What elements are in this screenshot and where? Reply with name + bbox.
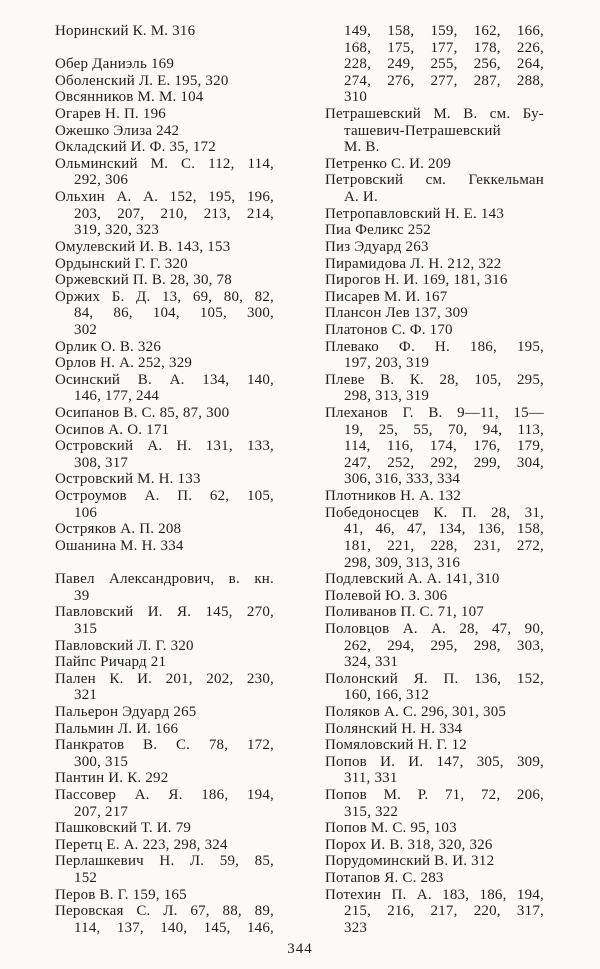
index-column-right (325, 23, 544, 937)
index-line: 207, 217 (74, 803, 129, 820)
index-line: 197, 203, 319 (344, 355, 430, 372)
index-line: Огарев Н. П. 196 (55, 106, 166, 123)
index-line: Перовская С. Л. 67, 88, 89, (55, 903, 274, 920)
index-line: Писарев М. И. 167 (325, 288, 448, 305)
index-line: Плансон Лев 137, 309 (325, 305, 468, 322)
index-line: 262, 294, 295, 298, 303, (344, 637, 544, 654)
index-line: Ольхин А. А. 152, 195, 196, (55, 189, 274, 206)
index-line: Плеве В. К. 28, 105, 295, (325, 371, 544, 388)
index-line: 310 (344, 89, 368, 106)
index-line: Перетц Е. А. 223, 298, 324 (55, 836, 228, 853)
index-line: Потехин П. А. 183, 186, 194, (325, 886, 544, 903)
index-line: 181, 221, 228, 231, 272, (344, 537, 544, 554)
index-line: Петрашевский М. В. см. Бу- (325, 106, 544, 123)
index-line: Поляков А. С. 296, 301, 305 (325, 703, 507, 720)
index-line: 298, 313, 319 (344, 388, 430, 405)
index-line: Норинский К. М. 316 (55, 23, 196, 39)
index-line: Орлов Н. А. 252, 329 (55, 355, 193, 372)
index-line: Помяловский Н. Г. 12 (325, 737, 467, 754)
index-line: Попов И. И. 147, 305, 309, (325, 753, 544, 770)
index-line: Овсянников М. М. 104 (55, 89, 204, 106)
index-line: 321 (74, 687, 98, 704)
index-line: 311, 331 (344, 770, 398, 787)
index-line: Полянский Н. Н. 334 (325, 720, 463, 737)
index-line: 168, 175, 177, 178, 226, (344, 39, 544, 56)
index-line: Половцов А. А. 28, 47, 90, (325, 620, 544, 637)
index-line: Обер Даниэль 169 (55, 56, 175, 73)
index-line: Павел Александрович, в. кн. (55, 571, 274, 588)
index-line: 106 (74, 504, 98, 521)
index-line: Орлик О. В. 326 (55, 338, 162, 355)
index-line: Платонов С. Ф. 170 (325, 321, 453, 338)
index-line: Ожешко Элиза 242 (55, 122, 180, 139)
index-line: 302 (74, 321, 98, 338)
index-line: Потапов Я. С. 283 (325, 870, 444, 887)
index-line: Павловский И. Я. 145, 270, (55, 604, 274, 621)
index-line: Петренко С. И. 209 (325, 155, 452, 172)
index-line: 292, 306 (74, 172, 129, 189)
index-line: 274, 276, 277, 287, 288, (344, 72, 544, 89)
index-line: Плотников Н. А. 132 (325, 488, 462, 505)
index-line: Попов М. С. 95, 103 (325, 820, 457, 837)
page-number: 344 (287, 941, 313, 957)
index-line: 308, 317 (74, 454, 129, 471)
index-line: Перов В. Г. 159, 165 (55, 886, 187, 903)
index-line: Островский М. Н. 133 (55, 471, 201, 488)
index-line: 146, 177, 244 (74, 388, 160, 405)
index-line: Пальерон Эдуард 265 (55, 703, 197, 720)
index-line: Победоносцев К. П. 28, 31, (325, 504, 544, 521)
index-line: Оболенский Л. Е. 195, 320 (55, 72, 229, 89)
index-line: А. И. (344, 189, 378, 206)
index-line: Осинский В. А. 134, 140, (55, 371, 274, 388)
index-line: Павловский Л. Г. 320 (55, 637, 194, 654)
index-line: Пайпс Ричард 21 (55, 654, 167, 671)
index-line: 324, 331 (344, 654, 399, 671)
index-line: Пассовер А. Я. 186, 194, (55, 787, 274, 804)
index-line: Осипанов В. С. 85, 87, 300 (55, 405, 230, 422)
index-line: 306, 316, 333, 334 (344, 471, 461, 488)
index-line: Оржих Б. Д. 13, 69, 80, 82, (55, 288, 274, 305)
index-line: 215, 216, 217, 220, 317, (344, 903, 544, 920)
index-line: Остроумов А. П. 62, 105, (55, 488, 274, 505)
index-line: 114, 137, 140, 145, 146, (74, 919, 274, 936)
index-line: Пальмин Л. И. 166 (55, 720, 179, 737)
index-line: Попов М. Р. 71, 72, 206, (325, 787, 544, 804)
index-line: Петровский см. Геккельман (325, 172, 544, 189)
index-line: 39 (74, 587, 90, 604)
index-line: 247, 252, 292, 299, 304, (344, 454, 544, 471)
index-line: 41, 46, 47, 134, 136, 158, (344, 521, 544, 538)
index-line: 203, 207, 210, 213, 214, (74, 205, 274, 222)
index-line: Поливанов П. С. 71, 107 (325, 604, 484, 621)
index-line: Ордынский Г. Г. 320 (55, 255, 188, 272)
index-line: Пален К. И. 201, 202, 230, (55, 670, 274, 687)
index-line: Осипов А. О. 171 (55, 421, 170, 438)
index-line: Ошанина М. Н. 334 (55, 537, 184, 554)
index-line: Островский А. Н. 131, 133, (55, 438, 274, 455)
index-line: 84, 86, 104, 105, 300, (74, 305, 274, 322)
index-line: Оржевский П. В. 28, 30, 78 (55, 272, 232, 289)
index-line: Плевако Ф. Н. 186, 195, (325, 338, 544, 355)
index-line: 114, 116, 174, 176, 179, (344, 438, 544, 455)
index-line: Плеханов Г. В. 9—11, 15— (325, 405, 544, 422)
index-line: 323 (344, 919, 368, 936)
index-line: Панкратов В. С. 78, 172, (55, 737, 274, 754)
index-line: М. В. (344, 139, 380, 156)
index-line: 315, 322 (344, 803, 399, 820)
index-line: 149, 158, 159, 162, 166, (344, 23, 544, 39)
index-line: 298, 309, 313, 316 (344, 554, 461, 571)
index-line: 319, 320, 323 (74, 222, 160, 239)
index-line: Подлевский А. А. 141, 310 (325, 571, 500, 588)
index-line: Порох И. В. 318, 320, 326 (325, 836, 493, 853)
index-line: Окладский И. Ф. 35, 172 (55, 139, 216, 156)
index-line: 300, 315 (74, 753, 129, 770)
index-line: Полевой Ю. З. 306 (325, 587, 448, 604)
index-line: 152 (74, 870, 98, 887)
index-line: Порудоминский В. И. 312 (325, 853, 495, 870)
index-line: 228, 249, 255, 256, 264, (344, 56, 544, 73)
section-gap (55, 555, 274, 572)
index-line: Полонский Я. П. 136, 152, (325, 670, 544, 687)
index-line: ташевич-Петрашевский (344, 122, 501, 139)
section-gap (55, 40, 274, 57)
index-line: Пашковский Т. И. 79 (55, 820, 192, 837)
index-line: Пиа Феликс 252 (325, 222, 431, 239)
index-line: Пирогов Н. И. 169, 181, 316 (325, 272, 508, 289)
index-line: Омулевский И. В. 143, 153 (55, 238, 231, 255)
index-line: Пантин И. К. 292 (55, 770, 169, 787)
index-line: Пирамидова Л. Н. 212, 322 (325, 255, 502, 272)
index-line: Пиз Эдуард 263 (325, 238, 429, 255)
index-column-left (55, 23, 274, 937)
index-line: 315 (74, 620, 98, 637)
index-line: 160, 166, 312 (344, 687, 430, 704)
index-line: 19, 25, 55, 70, 94, 113, (344, 421, 544, 438)
index-line: Ольминский М. С. 112, 114, (55, 155, 274, 172)
index-line: Остряков А. П. 208 (55, 521, 182, 538)
index-line: Петропавловский Н. Е. 143 (325, 205, 505, 222)
index-line: Перлашкевич Н. Л. 59, 85, (55, 853, 274, 870)
